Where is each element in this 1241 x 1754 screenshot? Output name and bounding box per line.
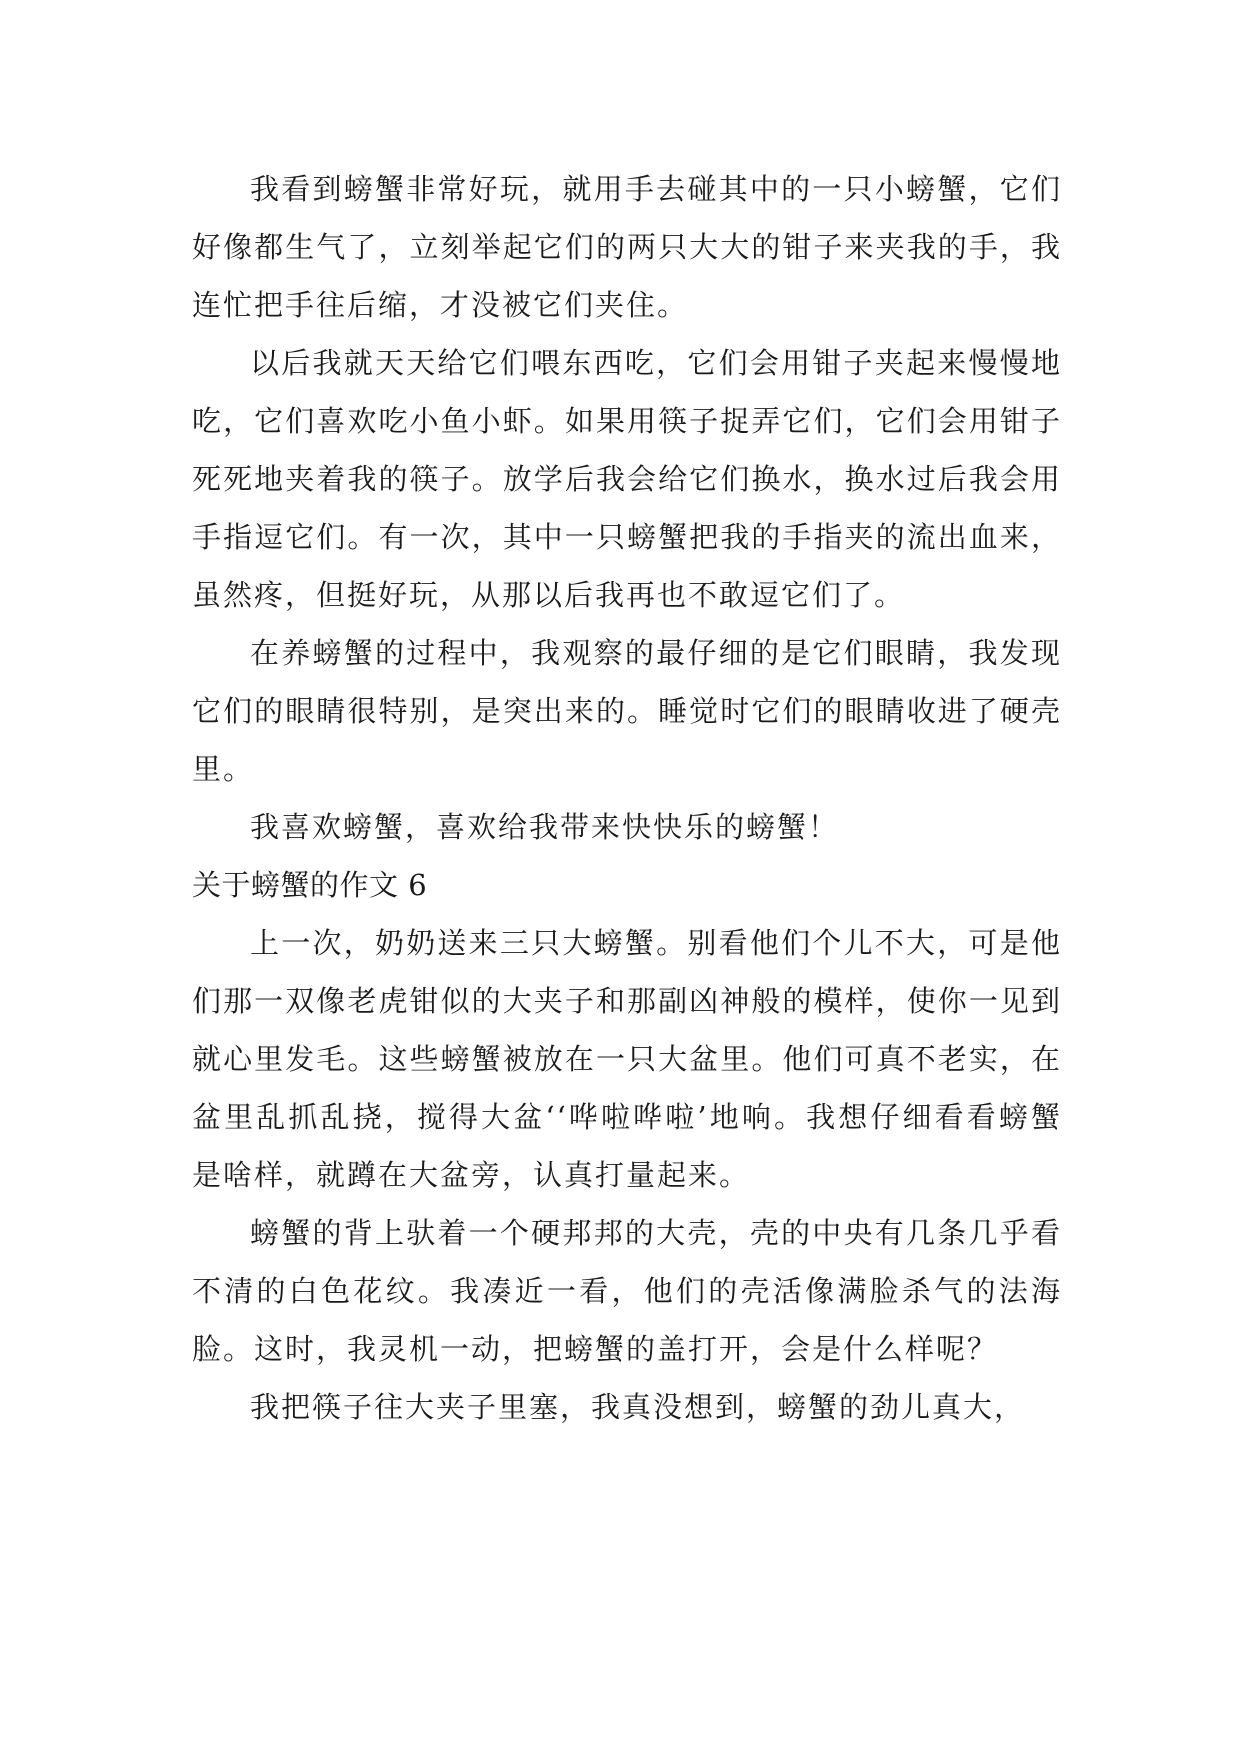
paragraph: 我看到螃蟹非常好玩，就用手去碰其中的一只小螃蟹，它们好像都生气了，立刻举起它们的两只大大的钳子来夹我的手，我连忙把手往后缩，才没被它们夹住。 — [192, 172, 1062, 322]
paragraph: 我喜欢螃蟹，喜欢给我带来快快乐的螃蟹！ — [250, 810, 840, 844]
document-body — [192, 160, 1062, 1436]
paragraph: 在养螃蟹的过程中，我观察的最仔细的是它们眼睛，我发现它们的眼睛很特别，是突出来的。睡觉时它们的眼睛收进了硬壳里。 — [192, 636, 1062, 786]
section-heading: 关于螃蟹的作文 6 — [192, 868, 428, 902]
paragraph: 螃蟹的背上驮着一个硬邦邦的大壳，壳的中央有几条几乎看不清的白色花纹。我凑近一看，他们的壳活像满脸杀气的法海脸。这时，我灵机一动，把螃蟹的盖打开，会是什么样呢？ — [192, 1216, 1062, 1366]
paragraph: 上一次，奶奶送来三只大螃蟹。别看他们个儿不大，可是他们那一双像老虎钳似的大夹子和那副凶神般的模样，使你一见到就心里发毛。这些螃蟹被放在一只大盆里。他们可真不老实，在盆里乱抓乱挠，搅得大盆‘‘哗啦哗啦’地响。我想仔细看看螃蟹是啥样，就蹲在大盆旁，认真打量起来。 — [192, 926, 1062, 1192]
paragraph: 我把筷子往大夹子里塞，我真没想到，螃蟹的劲儿真大， — [250, 1390, 1026, 1424]
paragraph: 以后我就天天给它们喂东西吃，它们会用钳子夹起来慢慢地吃，它们喜欢吃小鱼小虾。如果用筷子捉弄它们，它们会用钳子死死地夹着我的筷子。放学后我会给它们换水，换水过后我会用手指逗它们。有一次，其中一只螃蟹把我的手指夹的流出血来，虽然疼，但挺好玩，从那以后我再也不敢逗它们了。 — [192, 346, 1062, 612]
